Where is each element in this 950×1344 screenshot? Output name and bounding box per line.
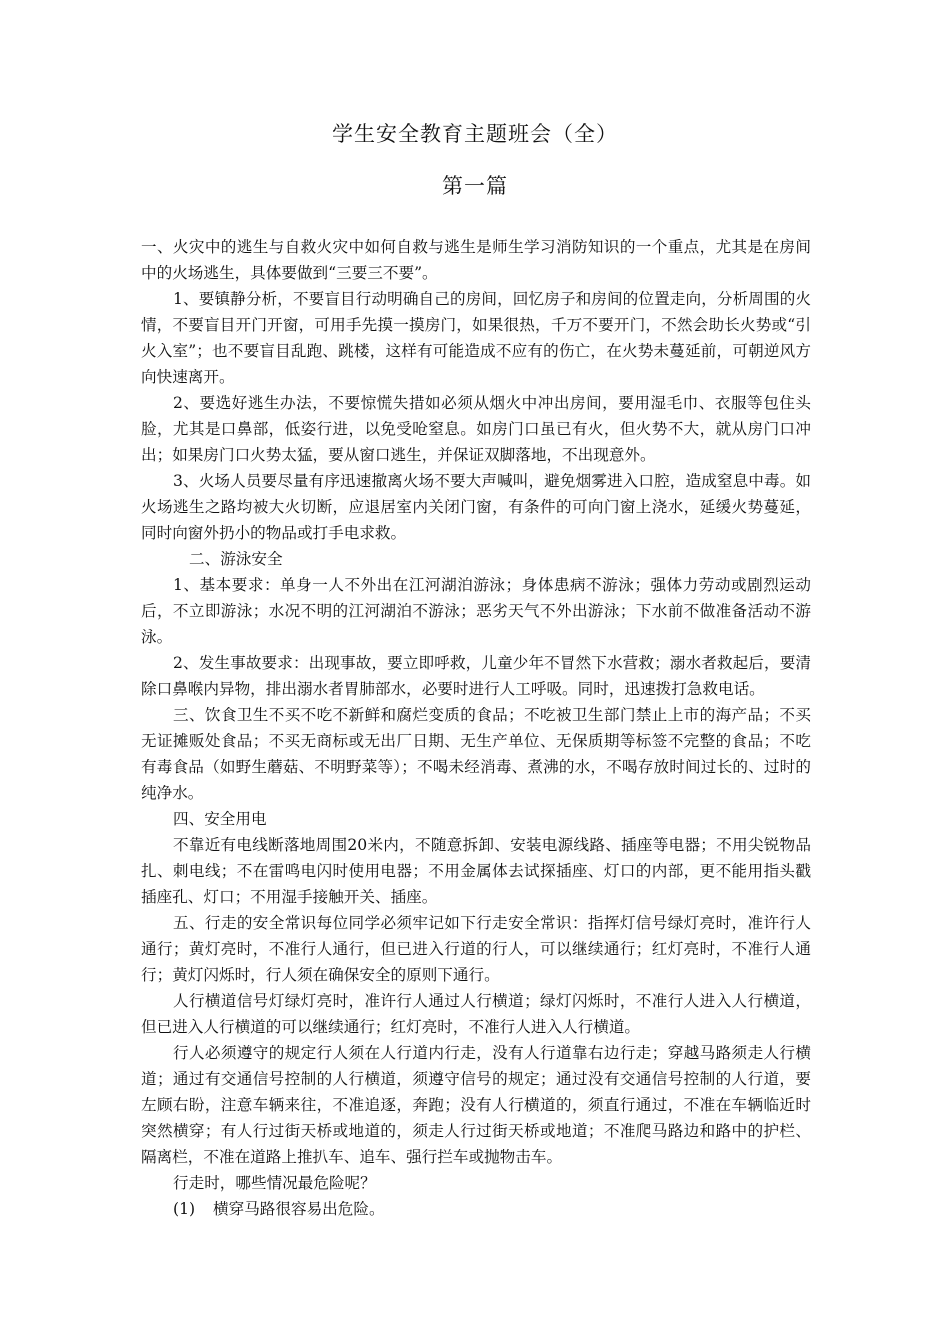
section-heading-swimming: 二、游泳安全 xyxy=(189,550,283,568)
paragraph-crosswalk: 人行横道信号灯绿灯亮时，准许行人通过人行横道；绿灯闪烁时，不准行人进入人行横道，但已进入人行横道的可以继续通行；红灯亮时，不准行人进入人行横道。 xyxy=(141,992,811,1036)
paragraph-swimming-1: 1、基本要求：单身一人不外出在江河湖泊游泳；身体患病不游泳；强体力劳动或剧烈运动后，不立即游泳；水况不明的江河湖泊不游泳；恶劣天气不外出游泳；下水前不做准备活动不游泳。 xyxy=(141,576,811,646)
paragraph-danger-question: 行走时，哪些情况最危险呢？ xyxy=(173,1174,376,1192)
paragraph-fire-2: 2、要选好逃生办法，不要惊慌失措如必须从烟火中冲出房间，要用湿毛巾、衣服等包住头脸，尤其是口鼻部，低姿行进，以免受呛窒息。如房门口虽已有火，但火势不大，就从房门口冲出；如果房门口火势太猛，要从窗口逃生，并保证双脚落地，不出现意外。 xyxy=(141,394,811,464)
list-item-1 xyxy=(141,1196,811,1222)
paragraph-fire-3: 3、火场人员要尽量有序迅速撤离火场不要大声喊叫，避免烟雾进入口腔，造成窒息中毒。如火场逃生之路均被大火切断，应退居室内关闭门窗，有条件的可向门窗上浇水，延缓火势蔓延，同时向窗外扔小的物品或打手电求救。 xyxy=(141,472,811,542)
paragraph-walking-intro: 五、行走的安全常识每位同学必须牢记如下行走安全常识：指挥灯信号绿灯亮时，准许行人通行；黄灯亮时，不准行人通行，但已进入行道的行人，可以继续通行；红灯亮时，不准行人通行；黄灯闪烁时，行人须在确保安全的原则下通行。 xyxy=(141,914,811,984)
list-item-text: 横穿马路很容易出危险。 xyxy=(213,1200,385,1218)
paragraph-electricity: 不靠近有电线断落地周围20米内，不随意拆卸、安装电源线路、插座等电器；不用尖锐物品扎、刺电线；不在雷鸣电闪时使用电器；不用金属体去试探插座、灯口的内部，更不能用指头戳插座孔、灯口；不用湿手接触开关、插座。 xyxy=(141,836,811,906)
paragraph-pedestrian-rules: 行人必须遵守的规定行人须在人行道内行走，没有人行道靠右边行走；穿越马路须走人行横道；通过有交通信号控制的人行横道，须遵守信号的规定；通过没有交通信号控制的人行道，要左顾右盼，注意车辆来往，不准追逐，奔跑；没有人行横道的，须直行通过，不准在车辆临近时突然横穿；有人行过街天桥或地道的，须走人行过街天桥或地道；不准爬马路边和路中的护栏、隔离栏，不准在道路上推扒车、追车、强行拦车或抛物击车。 xyxy=(141,1044,811,1166)
paragraph-fire-1: 1、要镇静分析，不要盲目行动明确自己的房间，回忆房子和房间的位置走向，分析周围的火情，不要盲目开门开窗，可用手先摸一摸房门，如果很热，千万不要开门，不然会助长火势或“引火入室”；也不要盲目乱跑、跳楼，这样有可能造成不应有的伤亡，在火势未蔓延前，可朝逆风方向快速离开。 xyxy=(141,290,811,386)
list-marker: (1) xyxy=(173,1200,196,1218)
document-title: 学生安全教育主题班会（全） xyxy=(332,122,618,146)
document-body xyxy=(141,234,811,1222)
document-subtitle: 第一篇 xyxy=(442,174,508,198)
paragraph-fire-intro: 一、火灾中的逃生与自救火灾中如何自救与逃生是师生学习消防知识的一个重点，尤其是在房间中的火场逃生，具体要做到“三要三不要”。 xyxy=(141,238,811,282)
paragraph-swimming-2: 2、发生事故要求：出现事故，要立即呼救，儿童少年不冒然下水营救；溺水者救起后，要清除口鼻喉内异物，排出溺水者胃肺部水，必要时进行人工呼吸。同时，迅速拨打急救电话。 xyxy=(141,654,811,698)
section-heading-electricity: 四、安全用电 xyxy=(173,810,267,828)
paragraph-food-hygiene: 三、饮食卫生不买不吃不新鲜和腐烂变质的食品；不吃被卫生部门禁止上市的海产品；不买无证摊贩处食品；不买无商标或无出厂日期、无生产单位、无保质期等标签不完整的食品；不吃有毒食品（如野生蘑菇、不明野菜等）；不喝未经消毒、煮沸的水，不喝存放时间过长的、过时的纯净水。 xyxy=(141,706,811,802)
